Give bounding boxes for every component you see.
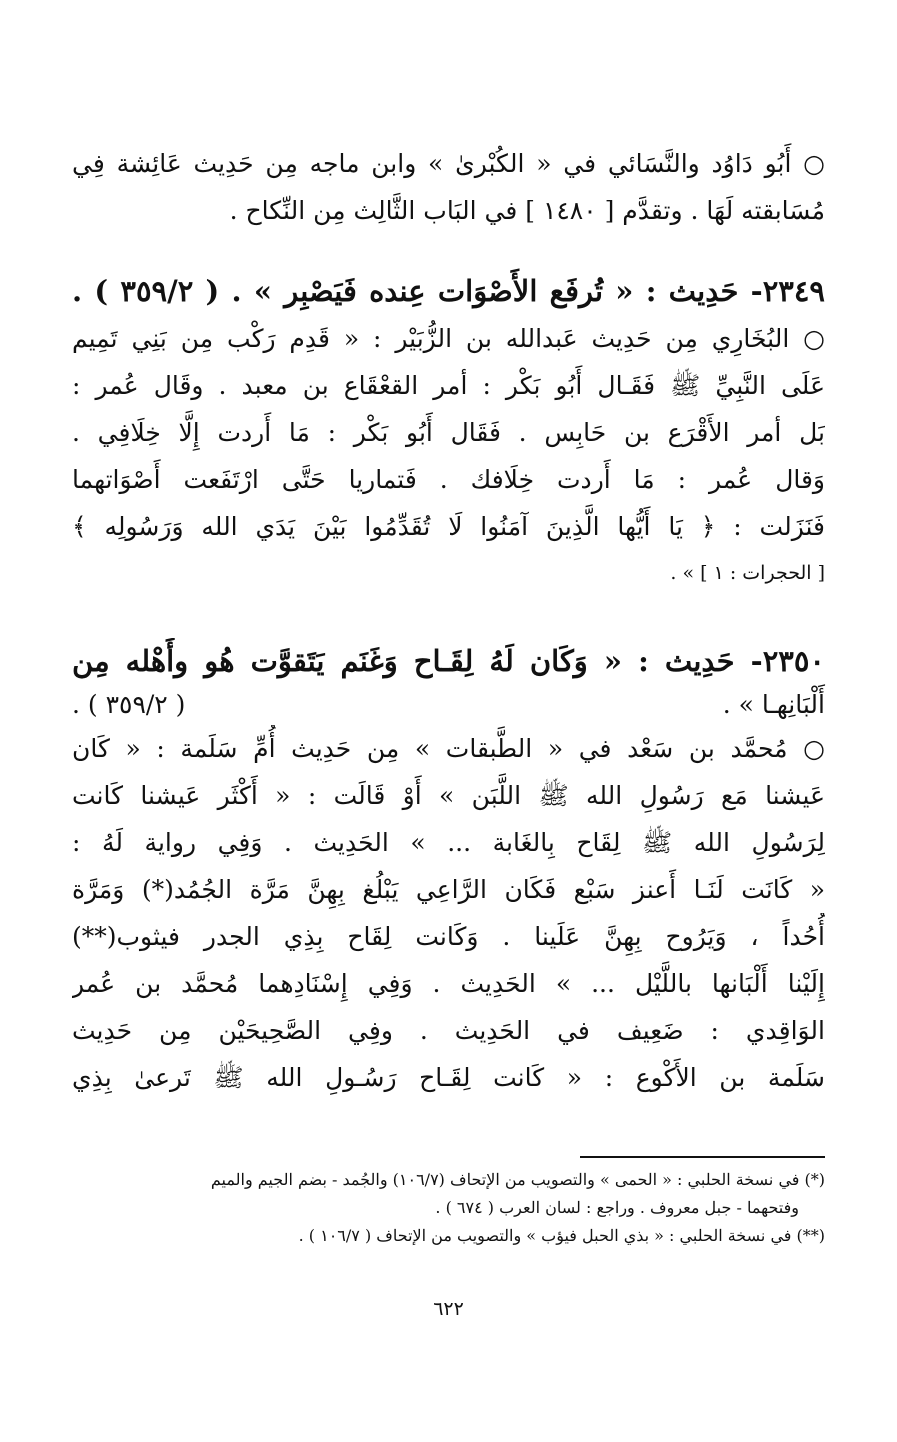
text-line: عَيشنا مَع رَسُولِ الله ﷺ اللَّبَن » أَوْ قَالَت : « أَكْثَر عَيشنا كَانت [72, 781, 825, 810]
quran-reference: [ الحجرات : ١ ] » . [670, 562, 825, 584]
text-line: إِلَيْنا أَلْبَانها باللَّيْل ... » الحَدِيث . وَفِي إِسْنَادِهما مُحمَّد بن عُمر [72, 969, 825, 998]
text-line: وَقال عُمر : مَا أَردت خِلَافك . فَتماريا حَتَّى ارْتَفَعت أَصْوَاتهما [72, 465, 825, 494]
footnote-line: (*) في نسخة الحلبي : « الحمى » والتصويب من الإتحاف (١٠٦/٧) والجُمد - بضم الجيم والميم [210, 1170, 825, 1189]
entry-heading: ٢٣٤٩- حَدِيث : « تُرفَع الأَصْوَات عِنده فَيَصْبِر » . ( ٣٥٩/٢ ) . [72, 274, 825, 308]
hadith-entry-2350 [72, 638, 825, 1101]
text-line: ○ البُخَارِي مِن حَدِيث عَبدالله بن الزُّبَيْر : « قَدِم رَكْب مِن بَنِي تَمِيم [72, 324, 825, 353]
entry-heading-continuation [72, 685, 825, 725]
text-line: لِرَسُولِ الله ﷺ لِقَاح بِالغَابة ... » الحَدِيث . وَفِي رواية لَهُ : [72, 828, 825, 857]
footnote-divider [580, 1156, 825, 1158]
text-line: أُحُداً ، وَيَرُوح بِهِنَّ عَلَينا . وَكَانت لِقَاح بِذِي الجدر فيثوب(**) [72, 922, 825, 951]
page-number: ٦٢٢ [433, 1298, 464, 1320]
text-line: الوَاقِدي : ضَعِيف في الحَدِيث . وفِي الصَّحِيحَيْن مِن حَدِيث [72, 1016, 825, 1045]
footnote-line: وفتحهما - جبل معروف . وراجع : لسان العرب ( ٦٧٤ ) . [435, 1198, 799, 1217]
entry-heading: ٢٣٥٠- حَدِيث : « وَكَان لَهُ لِقَـاح وَغَنَم يَتَقوَّت هُو وأَهْله مِن [72, 644, 825, 678]
heading-reference: ( ٣٥٩/٢ ) . [72, 690, 186, 719]
text-line: فَنَزَلت : ﴿ يَا أَيُّها الَّذِينَ آمَنُوا لَا تُقَدِّمُوا بَيْنَ يَدَي الله وَرَسُولِه ﴾ [72, 512, 825, 541]
hadith-entry-2349 [72, 268, 825, 597]
paragraph-continuation [72, 140, 825, 234]
footnote-line: (**) في نسخة الحلبي : « بذي الحبل فيؤب » والتصويب من الإتحاف ( ١٠٦/٧ ) . [298, 1226, 825, 1245]
text-line: سَلَمة بن الأَكْوع : « كَانت لِقَـاح رَسُـولِ الله ﷺ تَرعىٰ بِذِي [72, 1063, 825, 1092]
text-line: ○ أَبُو دَاوُد والنَّسَائي في « الكُبْرىٰ » وابن ماجه مِن حَدِيث عَائِشة فِي [72, 149, 825, 178]
text-line: بَل أمر الأَقْرَع بن حَابِس . فَقَال أَبُو بَكْر : مَا أَردت إِلَّا خِلَافِي . [72, 418, 825, 447]
text-line: ○ مُحمَّد بن سَعْد في « الطَّبقات » مِن حَدِيث أُمِّ سَلَمة : « كَان [72, 734, 825, 763]
text-line: عَلَى النَّبِيِّ ﷺ فَقَـال أَبُو بَكْر : أمر القعْقَاع بن معبد . وقَال عُمر : [72, 371, 825, 400]
heading-tail: أَلْبَانِهـا » . [722, 690, 825, 719]
text-line: « كَانَت لَنَـا أَعنز سَبْع فَكَان الرَّاعِي يَبْلُغ بِهِنَّ مَرَّة الجُمُد(*) وَمَرَّة [72, 875, 825, 904]
text-line: مُسَابقته لَهَا . وتقدَّم [ ١٤٨٠ ] في البَاب الثَّالِث مِن النِّكاح . [229, 196, 825, 225]
footnotes [72, 1166, 825, 1250]
